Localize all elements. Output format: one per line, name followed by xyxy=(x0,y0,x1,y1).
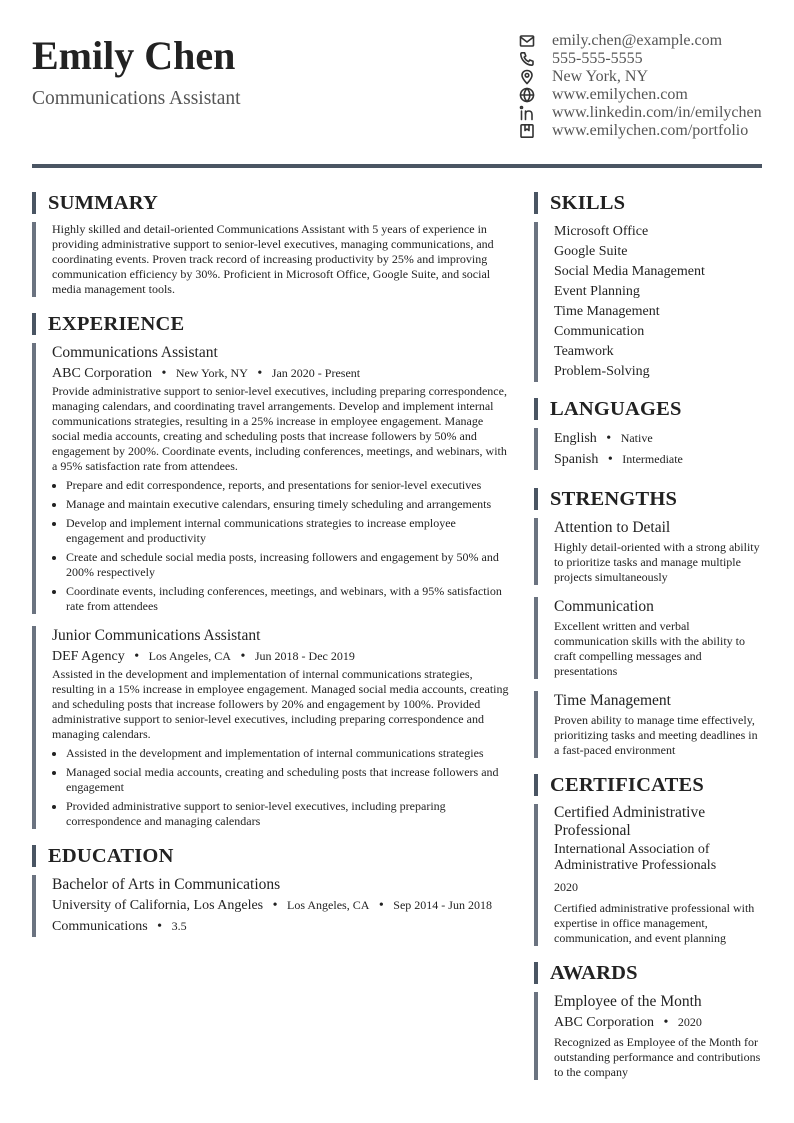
globe-icon xyxy=(518,86,536,104)
contact-portfolio-text: www.emilychen.com/portfolio xyxy=(552,122,749,139)
meta-separator: • xyxy=(378,898,384,913)
summary-text: Highly skilled and detail-oriented Communications Assistant with 5 years of experience in providing administrative support to senior-level executives, managing communications, and coordinating events. Proven track record of increasing productivity by 25% and improving communication efficiency by 30%. Proficient in Microsoft Office, Google Suite, and social media management tools. xyxy=(52,222,494,296)
education-dates: Sep 2014 - Jun 2018 xyxy=(393,898,492,912)
skill-item: Time Management xyxy=(554,304,660,319)
contact-website-text: www.emilychen.com xyxy=(552,86,688,103)
job-bullet: • Develop and implement internal communications strategies to increase employee engagement and productivity xyxy=(66,516,510,546)
education-field-row xyxy=(52,916,510,937)
job-bullet: • Provided administrative support to senior-level executives, including preparing correspondence and managing calendars xyxy=(66,799,510,829)
meta-separator: • xyxy=(606,431,612,446)
job-bullet: • Manage and maintain executive calendars, ensuring timely scheduling and arrangements xyxy=(66,497,510,512)
languages-heading: LANGUAGES xyxy=(534,398,764,420)
skill-item: Google Suite xyxy=(554,244,628,259)
skill-item: Communication xyxy=(554,324,645,339)
experience-entry xyxy=(32,343,510,614)
strength-title: Time Management xyxy=(554,692,671,709)
portfolio-icon xyxy=(518,122,536,140)
certificate-description: Certified administrative professional with expertise in office management, communication, and event planning xyxy=(554,901,755,945)
job-bullet: • Managed social media accounts, creating and scheduling posts that increase followers and engagement xyxy=(66,765,510,795)
language-name: English xyxy=(554,431,597,446)
job-title: Communications Assistant xyxy=(52,344,218,361)
meta-separator: • xyxy=(134,649,140,664)
job-description: Assisted in the development and implementation of internal communications strategies, resulting in a 15% increase in employee engagement. Managed social media accounts, creating and scheduling posts that increase followers by 20% and engagement by 100%. Provided administrative support to senior-level executives, including preparing correspondence and managing calendars. xyxy=(52,667,509,741)
strength-item xyxy=(534,597,764,679)
contact-website[interactable] xyxy=(518,86,768,104)
left-column xyxy=(32,192,510,937)
award-title: Employee of the Month xyxy=(554,993,702,1010)
job-location: Los Angeles, CA xyxy=(148,649,231,663)
meta-separator: • xyxy=(240,649,246,664)
strength-title: Communication xyxy=(554,598,654,615)
contact-list xyxy=(518,32,768,140)
resume-header xyxy=(32,0,762,168)
mail-icon xyxy=(518,32,536,50)
school-location: Los Angeles, CA xyxy=(287,898,370,912)
job-bullets xyxy=(52,746,510,829)
certificates-heading: CERTIFICATES xyxy=(534,774,764,796)
strength-description: Highly detail-oriented with a strong ability to prioritize tasks and manage multiple projects simultaneously xyxy=(554,540,760,584)
phone-icon xyxy=(518,50,536,68)
award-description: Recognized as Employee of the Month for outstanding performance and contributions to the company xyxy=(554,1035,761,1079)
award-meta xyxy=(554,1012,764,1033)
job-bullet: • Create and schedule social media posts, increasing followers and engagement by 50% and 200% respectively xyxy=(66,550,510,580)
language-level: Native xyxy=(620,431,653,445)
strength-description: Excellent written and verbal communication skills with the ability to craft compelling messages and presentations xyxy=(554,619,745,678)
strengths-heading: STRENGTHS xyxy=(534,488,764,510)
contact-location-text: New York, NY xyxy=(552,68,649,85)
strength-title: Attention to Detail xyxy=(554,519,671,536)
gpa-value: 3.5 xyxy=(171,919,187,933)
contact-location xyxy=(518,68,768,86)
location-icon xyxy=(518,68,536,86)
meta-separator: • xyxy=(272,898,278,913)
meta-separator: • xyxy=(607,452,613,467)
meta-separator: • xyxy=(663,1015,669,1030)
award-year: 2020 xyxy=(677,1015,702,1029)
certificate-issuer: International Association of Administrative Professionals xyxy=(554,842,717,873)
language-item xyxy=(554,428,764,449)
award-issuer: ABC Corporation xyxy=(554,1015,654,1030)
contact-linkedin-text: www.linkedin.com/in/emilychen xyxy=(552,104,762,121)
job-meta xyxy=(52,363,510,384)
strength-item xyxy=(534,691,764,758)
certificate-year: 2020 xyxy=(554,880,578,894)
contact-portfolio[interactable] xyxy=(518,122,768,140)
skill-item: Event Planning xyxy=(554,284,640,299)
candidate-name: Emily Chen xyxy=(32,33,236,78)
job-dates: Jan 2020 - Present xyxy=(271,366,361,380)
meta-separator: • xyxy=(157,919,163,934)
summary-section xyxy=(32,222,510,297)
meta-separator: • xyxy=(161,366,167,381)
language-name: Spanish xyxy=(554,452,599,467)
strength-item xyxy=(534,518,764,585)
language-level: Intermediate xyxy=(622,452,683,466)
job-bullet: • Prepare and edit correspondence, reports, and presentations for senior-level executives xyxy=(66,478,510,493)
awards-heading: AWARDS xyxy=(534,962,764,984)
right-column xyxy=(534,192,764,1080)
education-entry xyxy=(32,875,510,937)
award-item xyxy=(534,992,764,1080)
job-bullet: • Coordinate events, including conferences, meetings, and webinars, with a 95% satisfaction rate from attendees xyxy=(66,584,510,614)
candidate-title: Communications Assistant xyxy=(32,88,241,109)
header-divider xyxy=(32,164,762,168)
experience-entry xyxy=(32,626,510,829)
contact-email[interactable] xyxy=(518,32,768,50)
job-bullet: • Assisted in the development and implementation of internal communications strategies xyxy=(66,746,510,761)
skill-item: Microsoft Office xyxy=(554,224,649,239)
skill-item: Teamwork xyxy=(554,344,614,359)
language-item xyxy=(554,449,764,470)
meta-separator: • xyxy=(257,366,263,381)
job-bullets xyxy=(52,478,510,614)
job-description: Provide administrative support to senior-level executives, including preparing correspondence, managing calendars, and coordinating travel arrangements. Develop and implement internal communications strategies, resulting in a 25% increase in employee engagement. Manage social media accounts, creating and scheduling posts that increase followers by 50% and engagement by 200%. Coordinate events, including conferences, meetings, and webinars, with a 95% satisfaction rate from attendees. xyxy=(52,384,507,473)
skills-heading: SKILLS xyxy=(534,192,764,214)
company-name: ABC Corporation xyxy=(52,366,152,381)
contact-email-text: emily.chen@example.com xyxy=(552,32,723,49)
field-of-study: Communications xyxy=(52,919,148,934)
languages-section xyxy=(534,428,764,470)
job-dates: Jun 2018 - Dec 2019 xyxy=(254,649,355,663)
linkedin-icon xyxy=(518,104,536,122)
skills-section xyxy=(534,222,764,382)
job-location: New York, NY xyxy=(175,366,248,380)
education-meta xyxy=(52,895,510,916)
education-heading: EDUCATION xyxy=(32,845,510,867)
certificate-title: Certified Administrative Professional xyxy=(554,804,706,839)
skill-item: Problem-Solving xyxy=(554,364,650,379)
contact-phone[interactable] xyxy=(518,50,768,68)
degree-title: Bachelor of Arts in Communications xyxy=(52,876,281,893)
job-title: Junior Communications Assistant xyxy=(52,627,261,644)
contact-phone-text: 555-555-5555 xyxy=(552,50,643,67)
strength-description: Proven ability to manage time effectively, prioritizing tasks and meeting deadlines in a fast-paced environment xyxy=(554,713,758,757)
contact-linkedin[interactable] xyxy=(518,104,768,122)
certificate-item xyxy=(534,804,764,946)
job-meta xyxy=(52,646,510,667)
experience-heading: EXPERIENCE xyxy=(32,313,510,335)
summary-heading: SUMMARY xyxy=(32,192,510,214)
school-name: University of California, Los Angeles xyxy=(52,898,264,913)
company-name: DEF Agency xyxy=(52,649,125,664)
skill-item: Social Media Management xyxy=(554,264,705,279)
